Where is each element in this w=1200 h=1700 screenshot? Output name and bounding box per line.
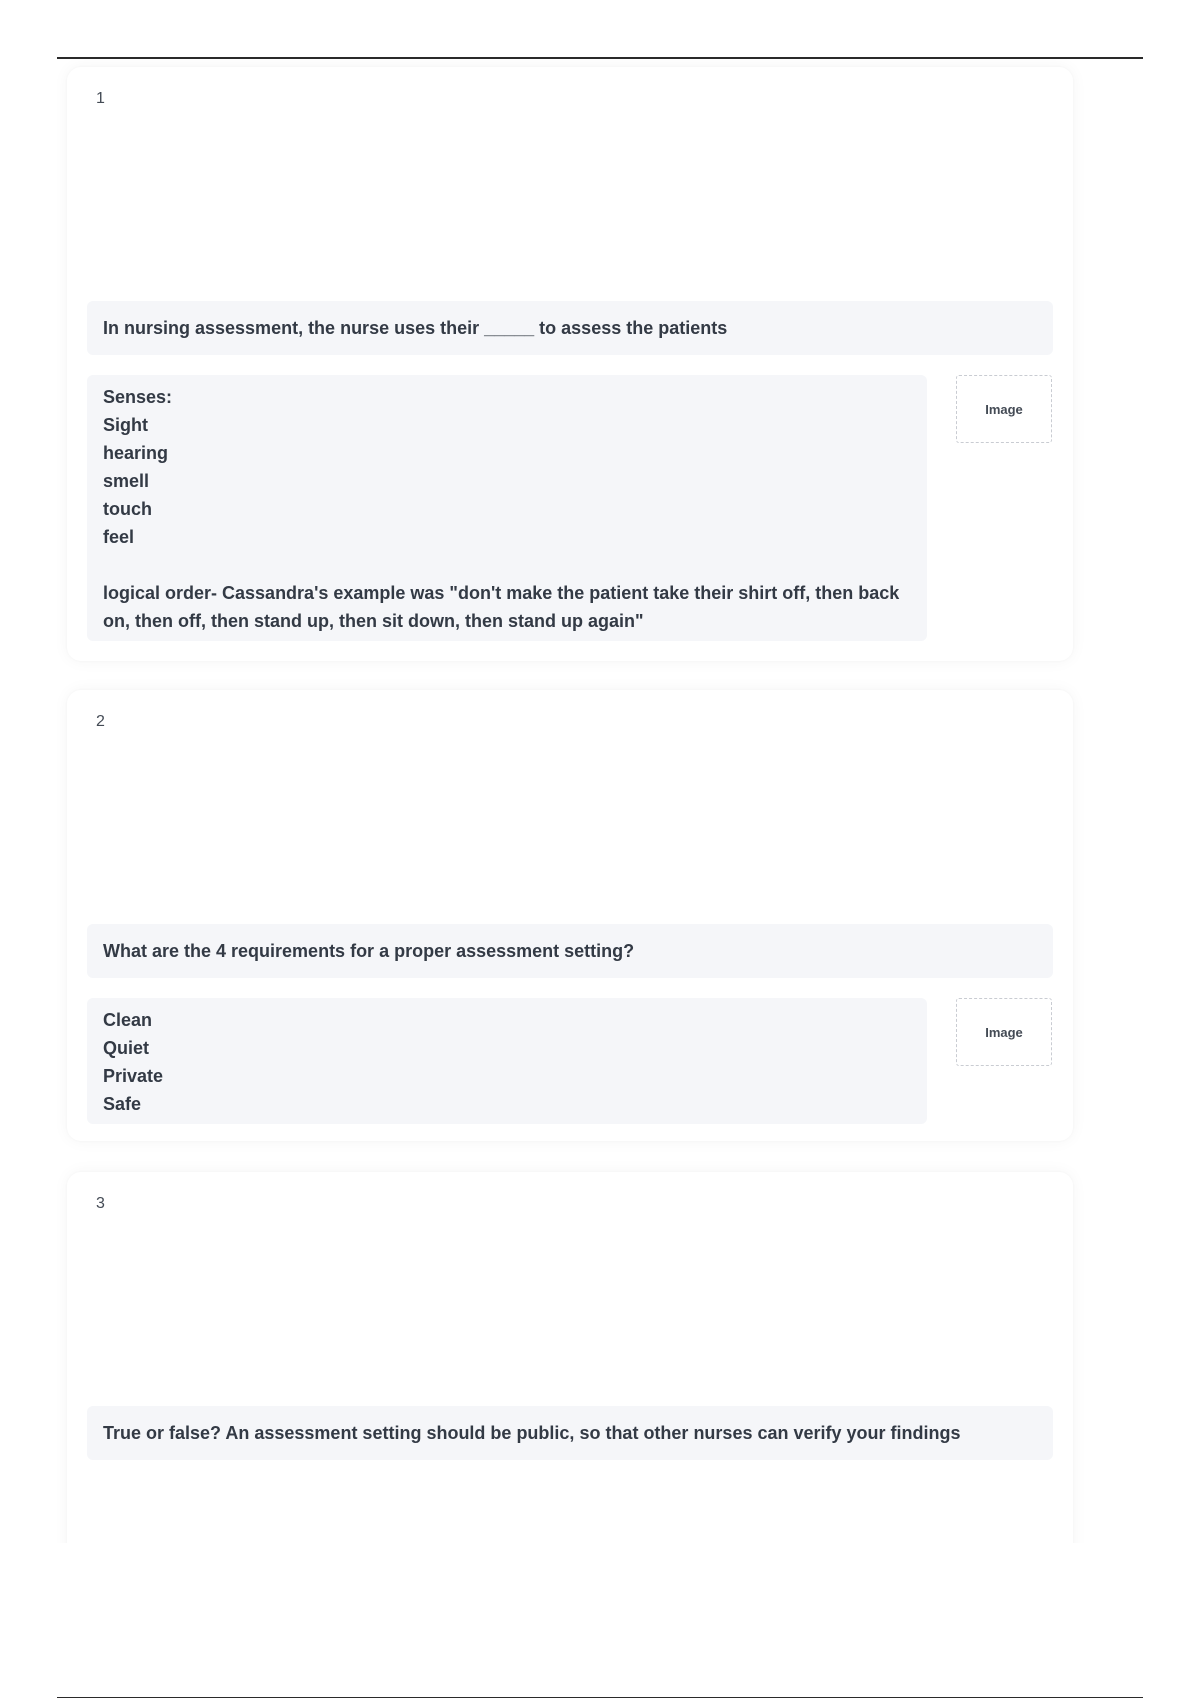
flashcard xyxy=(67,1172,1073,1543)
answer-line: logical order- Cassandra's example was "don't make the patient take their shirt off, then back on, then off, then stand up, then sit down, then stand up again" xyxy=(103,583,900,631)
answer-line: feel xyxy=(103,527,135,547)
card-number: 3 xyxy=(96,1195,105,1212)
answer-line: Clean xyxy=(103,1010,153,1030)
answer-line: hearing xyxy=(103,443,169,463)
bottom-divider xyxy=(57,1697,1143,1698)
question-text: In nursing assessment, the nurse uses their _____ to assess the patients xyxy=(87,301,1053,355)
flashcard xyxy=(67,690,1073,1141)
image-placeholder: Image xyxy=(956,375,1052,443)
answer-line: Quiet xyxy=(103,1038,150,1058)
answer-text xyxy=(87,998,927,1124)
answer-text xyxy=(87,375,927,641)
answer-line xyxy=(103,551,911,579)
question-text: What are the 4 requirements for a proper assessment setting? xyxy=(87,924,1053,978)
question-text: True or false? An assessment setting should be public, so that other nurses can verify your findings xyxy=(87,1406,1053,1460)
answer-line: Senses: xyxy=(103,387,173,407)
answer-line: Private xyxy=(103,1066,164,1086)
flashcard xyxy=(67,67,1073,661)
answer-line: touch xyxy=(103,499,152,519)
card-number: 1 xyxy=(96,90,105,107)
answer-line: Safe xyxy=(103,1094,142,1114)
answer-line: smell xyxy=(103,471,150,491)
image-placeholder: Image xyxy=(956,998,1052,1066)
card-number: 2 xyxy=(96,713,105,730)
answer-line: Sight xyxy=(103,415,148,435)
flashcard-list xyxy=(57,59,1143,1543)
